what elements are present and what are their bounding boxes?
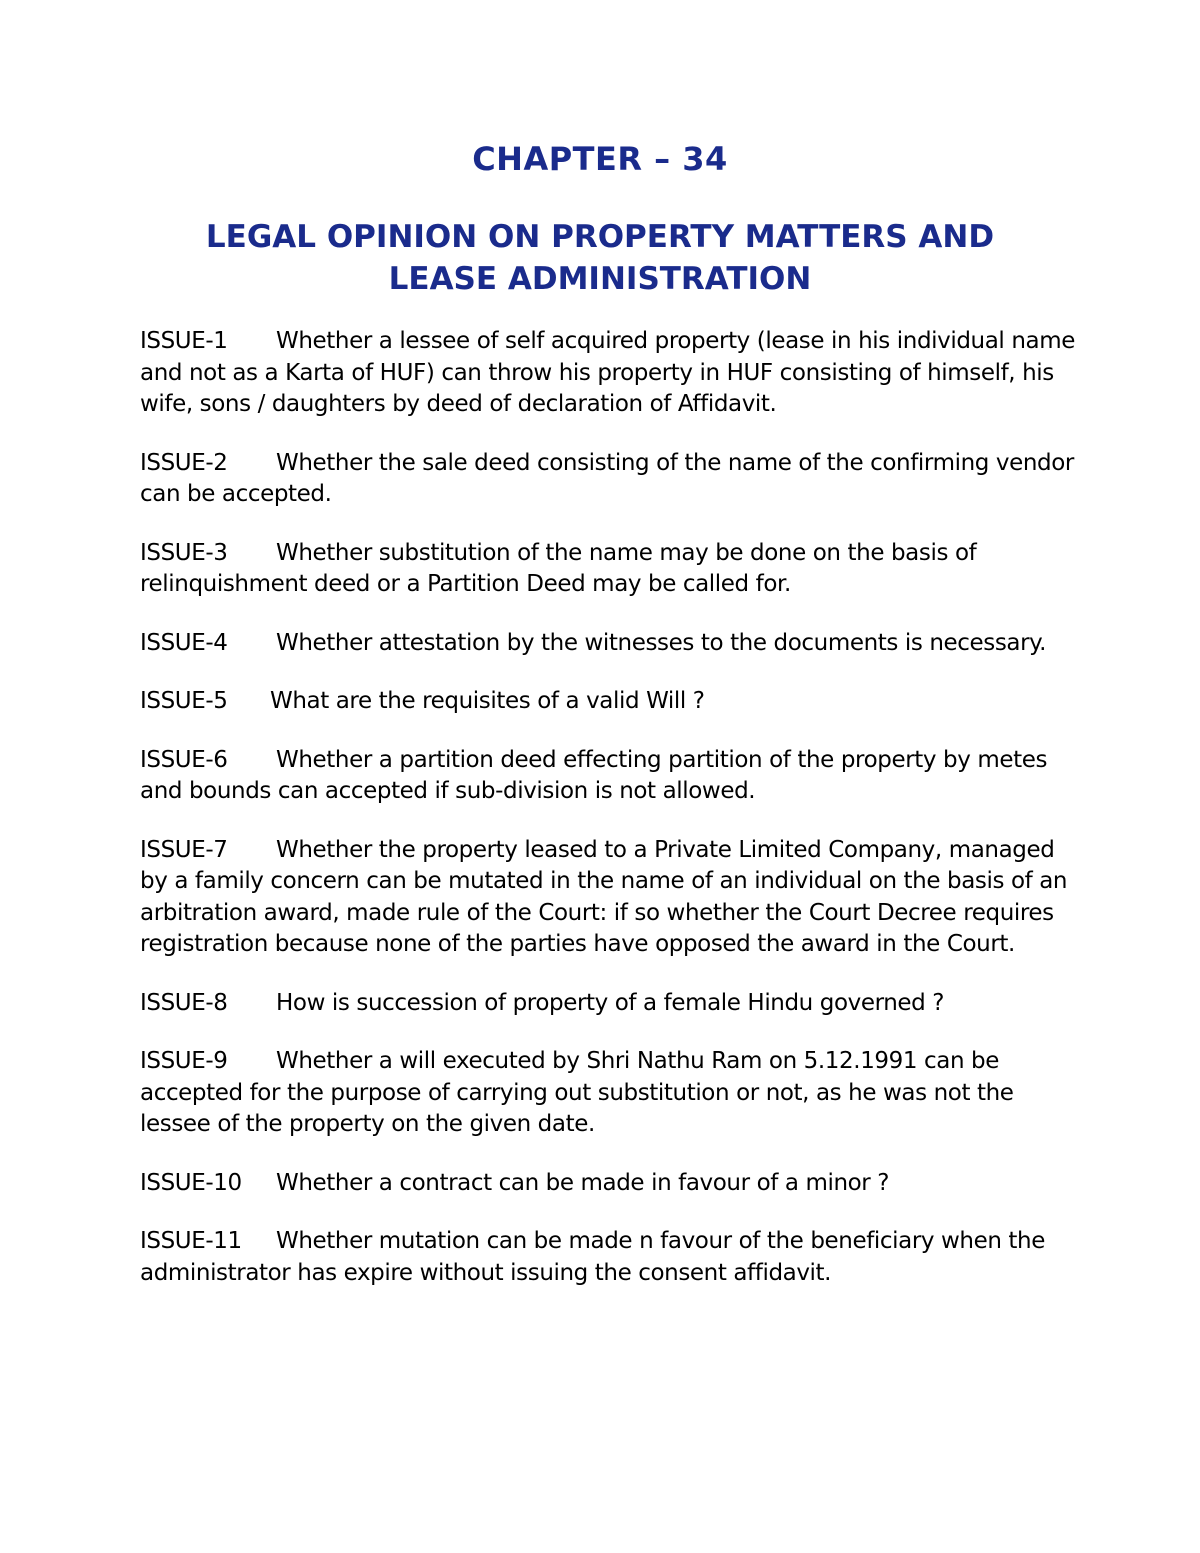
issue-text: Whether substitution of the name may be done on the basis of relinquishment deed or a Partition Deed may be called for. [140,539,977,597]
issue-paragraph [140,628,1080,660]
issue-paragraph [140,835,1080,961]
issue-text: Whether the property leased to a Private Limited Company, managed by a family concern can be mutated in the name of an individual on the basis of an arbitration award, made rule of the Court: if so whether the Court Decree requires registration because none of the parties have opposed the award in the Court. [140,836,1068,957]
issue-text: Whether a will executed by Shri Nathu Ram on 5.12.1991 can be accepted for the purpose of carrying out substitution or not, as he was not the lessee of the property on the given date. [140,1048,1014,1137]
issue-label: ISSUE-10 [140,1169,242,1196]
issue-paragraph [140,1168,1080,1200]
issue-paragraph [140,448,1080,511]
issue-text: Whether attestation by the witnesses to the documents is necessary. [276,629,1047,656]
issue-label: ISSUE-4 [140,629,228,656]
issue-text: What are the requisites of a valid Will ? [270,688,705,714]
issue-paragraph [140,1226,1080,1289]
heading-line-2: LEASE ADMINISTRATION [388,261,812,297]
chapter-title: CHAPTER – 34 [472,140,728,178]
issue-label: ISSUE-7 [140,836,228,863]
issue-text: Whether a lessee of self acquired property (lease in his individual name and not as a Karta of HUF) can throw his property in HUF consisting of himself, his wife, sons / daughters by deed of declaration of Affidavit. [140,328,1075,417]
issue-label: ISSUE-5 [140,688,228,714]
issue-paragraph [140,1046,1080,1141]
issue-text: How is succession of property of a female Hindu governed ? [276,989,945,1016]
issue-text: Whether mutation can be made n favour of the beneficiary when the administrator has expire without issuing the consent affidavit. [140,1228,1045,1286]
chapter-heading [0,216,1200,300]
issue-label: ISSUE-9 [140,1048,228,1074]
issue-paragraph [140,686,1080,718]
issue-text: Whether a partition deed effecting partition of the property by metes and bounds can accepted if sub-division is not allowed. [140,746,1048,804]
issue-label: ISSUE-6 [140,746,228,773]
heading-line-1: LEGAL OPINION ON PROPERTY MATTERS AND [205,219,995,255]
issue-label: ISSUE-2 [140,449,228,476]
issue-paragraph [140,326,1080,421]
issue-label: ISSUE-8 [140,989,228,1016]
issues-list [140,326,1080,1316]
issue-paragraph [140,538,1080,601]
issue-paragraph [140,745,1080,808]
issue-paragraph [140,988,1080,1020]
issue-text: Whether the sale deed consisting of the name of the confirming vendor can be accepted. [140,449,1074,507]
issue-label: ISSUE-11 [140,1228,242,1254]
issue-label: ISSUE-3 [140,539,228,566]
issue-text: Whether a contract can be made in favour of a minor ? [276,1169,890,1196]
issue-label: ISSUE-1 [140,328,228,354]
